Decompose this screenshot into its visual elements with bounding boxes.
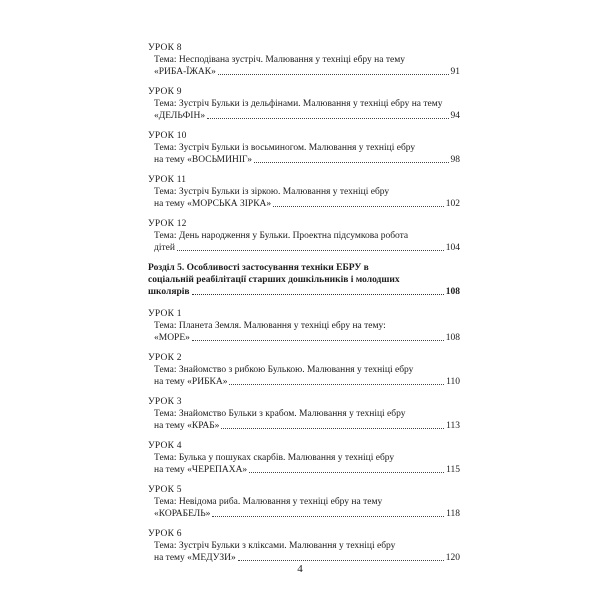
topic-text: Тема: Зустріч Бульки із дельфінами. Малювання у техніці ебру на тему [154,99,443,109]
page-ref: 110 [446,377,460,387]
dot-leader [273,206,444,207]
lesson-label: УРОК 8 [148,43,182,53]
page-ref: 98 [450,155,460,165]
toc-entry-lesson-5 [148,484,460,520]
topic-text-cont: дітей [154,243,175,253]
lesson-label: УРОК 5 [148,485,182,495]
page-ref: 104 [445,243,460,253]
page-ref: 120 [445,553,460,563]
topic-text: Тема: Несподівана зустріч. Малювання у техніці ебру на тему [154,55,405,65]
dot-leader [207,118,448,119]
toc-entry-lesson-6 [148,528,460,564]
topic-text: Тема: Зустріч Бульки з кліксами. Малювання у техніці ебру [154,541,396,551]
topic-text: Тема: Зустріч Бульки із зіркою. Малювання у техніці ебру [154,187,390,197]
lesson-label: УРОК 1 [148,309,182,319]
dot-leader [218,74,449,75]
section-title-line-1: Розділ 5. Особливості застосування техніки ЕБРУ в [148,263,369,273]
toc-section-5 [148,262,460,298]
lesson-label: УРОК 3 [148,397,182,407]
toc-leader [148,332,460,344]
topic-text: Тема: Невідома риба. Малювання у техніці ебру на тему [154,497,383,507]
lesson-label: УРОК 12 [148,219,187,229]
toc-leader [148,110,460,122]
toc-leader [148,508,460,520]
page-ref: 91 [450,67,460,77]
topic-text-cont: «КОРАБЕЛЬ» [154,509,211,519]
topic-text-cont: «МОРЕ» [154,333,190,343]
section-title-line-3: школярів [148,287,190,297]
page-ref: 108 [445,287,460,297]
topic-text: Тема: День народження у Бульки. Проектна підсумкова робота [154,231,409,241]
section-title-line-2: соціальній реабілітації старших дошкільників і молодших [148,275,400,285]
topic-text: Тема: Булька у пошуках скарбів. Малювання у техніці ебру [154,453,395,463]
dot-leader [212,516,444,517]
topic-text: Тема: Знайомство з рибкою Булькою. Малювання у техніці ебру [154,365,414,375]
toc-entry-lesson-11 [148,174,460,210]
lesson-label: УРОК 9 [148,87,182,97]
dot-leader [229,384,444,385]
topic-text: Тема: Зустріч Бульки із восьминогом. Малювання у техніці ебру [154,143,416,153]
page-ref: 118 [446,509,460,519]
toc-entry-lesson-12 [148,218,460,254]
toc-leader [148,464,460,476]
topic-text-cont: на тему «МЕДУЗИ» [154,553,236,563]
topic-text: Тема: Планета Земля. Малювання у техніці ебру на тему: [154,321,386,331]
dot-leader [254,162,449,163]
toc-leader [148,376,460,388]
toc-entry-lesson-1 [148,308,460,344]
topic-text-cont: «ДЕЛЬФІН» [154,111,206,121]
dot-leader [221,428,444,429]
lesson-label: УРОК 10 [148,131,187,141]
lesson-label: УРОК 4 [148,441,182,451]
toc-leader [148,286,460,298]
lesson-label: УРОК 6 [148,529,182,539]
page-ref: 115 [446,465,460,475]
toc-entry-lesson-8 [148,42,460,78]
toc-leader [148,198,460,210]
topic-text-cont: на тему «КРАБ» [154,421,220,431]
page-number: 4 [297,563,303,575]
toc-leader [148,242,460,254]
lesson-label: УРОК 11 [148,175,187,185]
toc-leader [148,66,460,78]
dot-leader [177,250,444,251]
dot-leader [192,340,444,341]
toc-entry-lesson-2 [148,352,460,388]
page-ref: 113 [446,421,460,431]
dot-leader [238,560,444,561]
toc-leader [148,154,460,166]
lesson-label: УРОК 2 [148,353,182,363]
topic-text-cont: на тему «РИБКА» [154,377,228,387]
page-ref: 102 [445,199,460,209]
topic-text-cont: «РИБА-ЇЖАК» [154,67,216,77]
topic-text-cont: на тему «МОРСЬКА ЗІРКА» [154,199,272,209]
page-ref: 108 [445,333,460,343]
toc-entry-lesson-4 [148,440,460,476]
topic-text-cont: на тему «ЧЕРЕПАХА» [154,465,248,475]
toc-leader [148,420,460,432]
table-of-contents [148,42,460,572]
topic-text: Тема: Знайомство Бульки з крабом. Малювання у техніці ебру [154,409,406,419]
toc-entry-lesson-3 [148,396,460,432]
toc-entry-lesson-9 [148,86,460,122]
topic-text-cont: на тему «ВОСЬМИНІГ» [154,155,252,165]
page-ref: 94 [450,111,460,121]
dot-leader [192,294,444,295]
toc-entry-lesson-10 [148,130,460,166]
dot-leader [249,472,444,473]
